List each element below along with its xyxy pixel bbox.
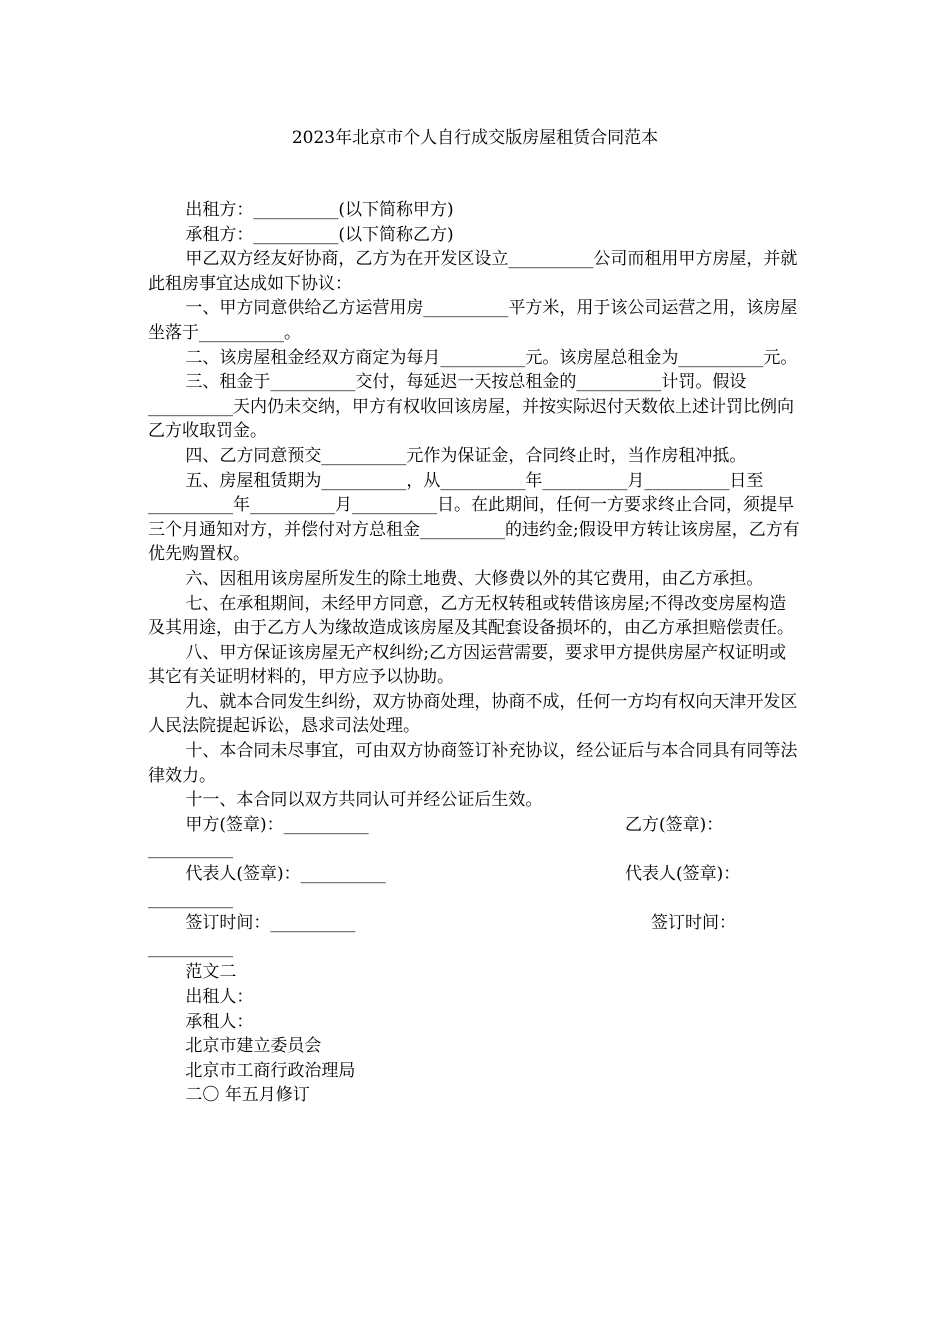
clause-1: 一、甲方同意供给乙方运营用房__________平方米，用于该公司运营之用，该房屋坐落于__________。	[148, 298, 798, 343]
lessor-line: 出租方：__________(以下简称甲方)	[185, 200, 454, 220]
party-b-seal: 乙方(签章)：	[625, 814, 724, 835]
clause-7: 七、在承租期间，未经甲方同意，乙方无权转租或转借该房屋;不得改变房屋构造及其用途，由于乙方人为缘故造成该房屋及其配套设备损坏的，由乙方承担赔偿责任。	[148, 593, 794, 639]
party-a-seal: 甲方(签章)：__________	[185, 814, 369, 835]
rep-b: 代表人(签章)：	[625, 864, 741, 885]
sample-two-org-1: 北京市建立委员会	[185, 1036, 322, 1057]
clause-2: 二、该房屋租金经双方商定为每月__________元。该房屋总租金为__________元。	[185, 347, 798, 368]
clause-11: 十一、本合同以双方共同认可并经公证后生效。	[185, 790, 543, 811]
signature-row-seal	[148, 813, 800, 838]
signature-row-rep	[148, 862, 800, 887]
date-a: 签订时间：__________	[185, 913, 356, 934]
sample-two-lessor: 出租人：	[185, 987, 254, 1007]
clause-5: 五、房屋租赁期为__________，从__________年__________月__________日至__________年__________月__________日。在此期间，任何一方要求终止合同，须提早三个月通知对方，并偿付对方总租金__________的违约金;假设甲方转让该房屋，乙方有优先购置权。	[148, 470, 800, 565]
sample-two-revision: 二〇 年五月修订	[185, 1085, 310, 1106]
rep-b-blank: __________	[148, 888, 233, 909]
clause-4: 四、乙方同意预交__________元作为保证金，合同终止时，当作房租冲抵。	[185, 445, 747, 466]
document-title: 2023年北京市个人自行成交版房屋租赁合同范本	[291, 128, 659, 148]
clause-6: 六、因租用该房屋所发生的除土地费、大修费以外的其它费用，由乙方承担。	[185, 568, 764, 589]
document-body	[148, 198, 800, 1108]
clause-9: 九、就本合同发生纠纷，双方协商处理，协商不成，任何一方均有权向天津开发区人民法院提起诉讼，恳求司法处理。	[148, 691, 798, 737]
sample-two-org-2: 北京市工商行政治理局	[185, 1060, 356, 1081]
date-b: 签订时间：	[651, 913, 736, 934]
clause-3: 三、租金于__________交付，每延迟一天按总租金的__________计罚。假设__________天内仍未交纳，甲方有权收回该房屋，并按实际迟付天数依上述计罚比例向乙方收取罚金。	[148, 372, 794, 442]
rep-a: 代表人(签章)：__________	[185, 864, 386, 885]
signature-row-date	[148, 911, 800, 936]
sample-two-lessee: 承租人：	[185, 1011, 254, 1032]
sample-two-heading: 范文二	[185, 962, 237, 983]
clause-10: 十、本合同未尽事宜，可由双方协商签订补充协议，经公证后与本合同具有同等法律效力。	[148, 741, 798, 786]
lessee-line: 承租方：__________(以下简称乙方)	[185, 224, 454, 245]
party-b-seal-blank: __________	[148, 839, 233, 860]
clause-8: 八、甲方保证该房屋无产权纠纷;乙方因运营需要，要求甲方提供房屋产权证明或其它有关证明材料的，甲方应予以协助。	[148, 642, 787, 688]
clause-intro: 甲乙双方经友好协商，乙方为在开发区设立__________公司而租用甲方房屋，并就此租房事宜达成如下协议：	[148, 249, 798, 294]
date-b-blank: __________	[148, 937, 233, 958]
